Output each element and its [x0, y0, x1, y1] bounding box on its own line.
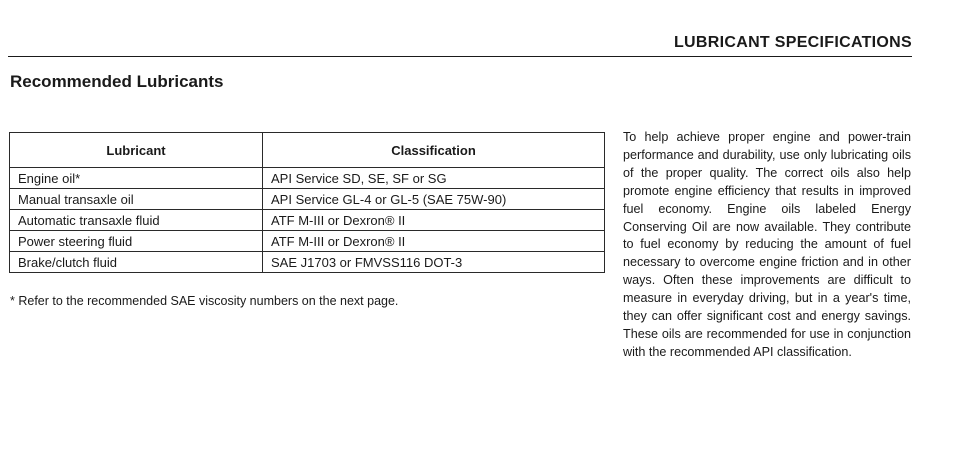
- classification-cell: ATF M-III or Dexron® II: [263, 231, 605, 252]
- table-header-row: [10, 133, 605, 168]
- section-title: Recommended Lubricants: [10, 72, 224, 91]
- lubricant-cell: Automatic transaxle fluid: [10, 210, 263, 231]
- column-header-classification: Classification: [263, 133, 605, 168]
- page-header-title: LUBRICANT SPECIFICATIONS: [673, 34, 912, 51]
- lubricant-cell: Manual transaxle oil: [10, 189, 263, 210]
- header-divider: [8, 56, 912, 57]
- lubricant-cell: Power steering fluid: [10, 231, 263, 252]
- classification-cell: API Service GL-4 or GL-5 (SAE 75W-90): [263, 189, 605, 210]
- table-row: [10, 210, 605, 231]
- classification-cell: ATF M-III or Dexron® II: [263, 210, 605, 231]
- classification-cell: SAE J1703 or FMVSS116 DOT-3: [263, 252, 605, 273]
- table-row: [10, 168, 605, 189]
- body-paragraph: To help achieve proper engine and power-train performance and durability, use only lubricating oils of the proper quality. The correct oils also help promote engine efficiency that results in improved fuel economy. Engine oils labeled Energy Conserving Oil are now available. They contribute to fuel economy by reducing the amount of fuel necessary to overcome engine friction and in other ways. Often these improvements are difficult to measure in everyday driving, but in a year's time, they can offer significant cost and energy savings. These oils are recommended for use in conjunction with the recommended API classification.: [623, 130, 911, 359]
- table-footnote: * Refer to the recommended SAE viscosity numbers on the next page.: [10, 294, 399, 308]
- lubricant-cell: Brake/clutch fluid: [10, 252, 263, 273]
- classification-cell: API Service SD, SE, SF or SG: [263, 168, 605, 189]
- table-row: [10, 189, 605, 210]
- table-row: [10, 252, 605, 273]
- table-row: [10, 231, 605, 252]
- column-header-lubricant: Lubricant: [10, 133, 263, 168]
- lubricant-table: [9, 132, 605, 273]
- lubricant-cell: Engine oil*: [10, 168, 263, 189]
